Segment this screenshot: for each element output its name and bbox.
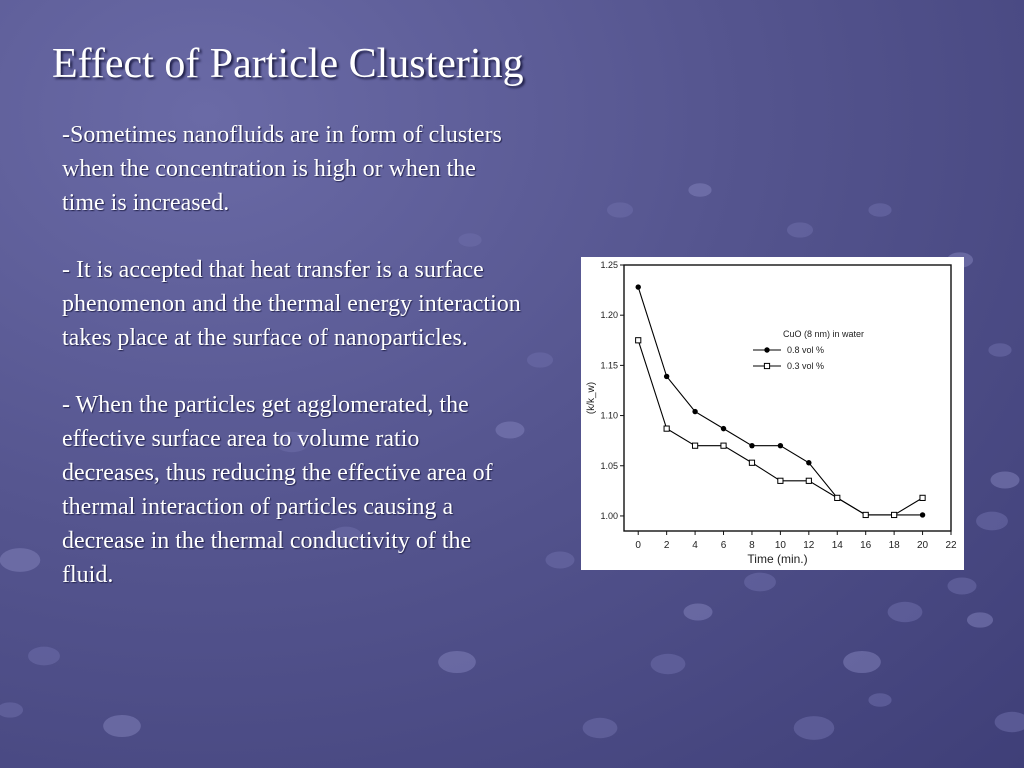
- bullet-paragraph-2: - It is accepted that heat transfer is a surface phenomenon and the thermal energy interaction takes place at the surface of nanoparticles.: [62, 257, 521, 351]
- decor-dot: [103, 715, 141, 737]
- decor-dot: [607, 202, 633, 217]
- x-tick-label: 10: [774, 540, 786, 551]
- y-tick-label: 1.15: [600, 360, 618, 371]
- y-axis-label: (k/k_w): [586, 381, 597, 415]
- decor-dot: [948, 578, 977, 595]
- data-point-1: [664, 374, 669, 379]
- x-tick-label: 22: [945, 540, 957, 551]
- data-point-2: [920, 495, 925, 500]
- decor-dot: [744, 573, 776, 592]
- data-point-1: [721, 426, 726, 431]
- legend-label-2: 0.3 vol %: [787, 361, 825, 371]
- x-tick-label: 20: [917, 540, 929, 551]
- data-point-2: [892, 512, 897, 517]
- data-point-1: [920, 512, 925, 517]
- decor-dot: [888, 602, 923, 622]
- data-point-2: [721, 443, 726, 448]
- decor-dot: [651, 654, 686, 674]
- data-point-1: [806, 460, 811, 465]
- x-tick-label: 8: [749, 540, 755, 551]
- data-point-2: [863, 512, 868, 517]
- decor-dot: [976, 512, 1008, 531]
- x-tick-label: 2: [663, 540, 670, 551]
- decor-dot: [28, 647, 60, 666]
- decor-dot: [546, 552, 575, 569]
- decor-dot: [787, 222, 813, 237]
- decor-dot: [684, 604, 713, 621]
- x-tick-label: 0: [635, 540, 641, 551]
- x-tick-label: 16: [860, 540, 872, 551]
- decor-dot: [438, 651, 476, 673]
- bullet-paragraph-3: - When the particles get agglomerated, the effective surface area to volume ratio decreases, thus reducing the effective area of thermal interaction of particles causing a decrease in the thermal conductivity of the fluid.: [62, 392, 493, 588]
- plot-frame: [624, 265, 951, 531]
- x-tick-label: 14: [831, 540, 843, 551]
- y-tick-label: 1.00: [600, 510, 618, 521]
- x-axis-label: Time (min.): [747, 552, 808, 566]
- decor-dot: [0, 548, 40, 572]
- line-chart: [581, 257, 964, 570]
- decor-dot: [688, 183, 711, 197]
- data-point-2: [692, 443, 697, 448]
- decor-dot: [527, 352, 553, 367]
- data-point-1: [778, 443, 783, 448]
- data-point-2: [749, 460, 754, 465]
- y-tick-label: 1.25: [600, 260, 618, 270]
- x-tick-label: 18: [888, 540, 900, 551]
- data-point-2: [664, 426, 669, 431]
- legend-marker-2: [764, 363, 769, 368]
- x-tick-label: 12: [803, 540, 815, 551]
- data-point-1: [692, 409, 697, 414]
- legend-marker-1: [764, 347, 769, 352]
- bullet-list: [62, 118, 522, 625]
- chart-figure: [581, 257, 964, 570]
- data-point-2: [636, 338, 641, 343]
- data-point-2: [835, 495, 840, 500]
- decor-dot: [995, 712, 1024, 732]
- data-point-1: [636, 284, 641, 289]
- y-tick-label: 1.20: [600, 310, 618, 321]
- x-tick-label: 4: [692, 540, 698, 551]
- y-tick-label: 1.10: [600, 410, 618, 421]
- decor-dot: [967, 612, 993, 627]
- decor-dot: [868, 203, 891, 217]
- decor-dot: [0, 702, 23, 717]
- decor-dot: [991, 472, 1020, 489]
- decor-dot: [794, 716, 835, 740]
- data-point-1: [749, 443, 754, 448]
- decor-dot: [843, 651, 881, 673]
- legend-title: CuO (8 nm) in water: [783, 329, 865, 339]
- decor-dot: [868, 693, 891, 707]
- y-tick-label: 1.05: [600, 460, 618, 471]
- data-point-2: [806, 478, 811, 483]
- legend-label-1: 0.8 vol %: [787, 345, 825, 355]
- decor-dot: [988, 343, 1011, 357]
- decor-dot: [583, 718, 618, 738]
- slide-title: Effect of Particle Clustering: [52, 41, 524, 87]
- data-point-2: [778, 478, 783, 483]
- x-tick-label: 6: [720, 540, 727, 551]
- bullet-paragraph-1: -Sometimes nanofluids are in form of clusters when the concentration is high or when the time is increased.: [62, 122, 502, 216]
